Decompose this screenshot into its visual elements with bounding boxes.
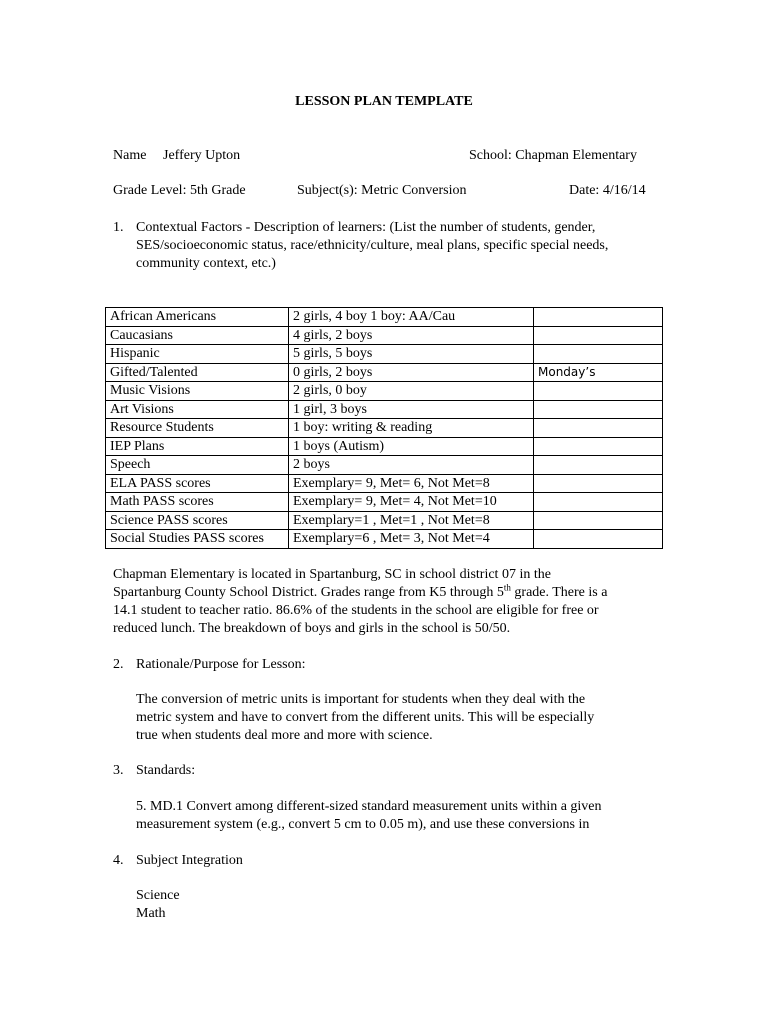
table-cell-note — [534, 437, 663, 456]
table-row — [106, 345, 663, 364]
table-cell-note — [534, 382, 663, 401]
table-cell-category: Art Visions — [106, 400, 289, 419]
table-cell-category: Caucasians — [106, 326, 289, 345]
grade-level-field: Grade Level: 5th Grade — [113, 183, 246, 198]
section-1-line: SES/socioeconomic status, race/ethnicity/culture, meal plans, specific special needs, — [136, 238, 609, 253]
table-cell-note — [534, 308, 663, 327]
rationale-paragraph — [136, 691, 676, 745]
table-cell-category: Social Studies PASS scores — [106, 530, 289, 549]
paragraph-text: Spartanburg County School District. Grades range from K5 through 5 — [113, 585, 504, 600]
section-3-number: 3. — [113, 763, 124, 778]
table-cell-count: 1 girl, 3 boys — [289, 400, 534, 419]
table-cell-count: Exemplary= 9, Met= 4, Not Met=10 — [289, 493, 534, 512]
table-cell-note — [534, 419, 663, 438]
table-cell-count: Exemplary= 9, Met= 6, Not Met=8 — [289, 474, 534, 493]
section-3-heading: Standards: — [136, 763, 196, 778]
table-cell-category: Hispanic — [106, 345, 289, 364]
paragraph-line: Chapman Elementary is located in Spartanburg, SC in school district 07 in the — [113, 567, 551, 582]
section-2-heading: Rationale/Purpose for Lesson: — [136, 657, 306, 672]
table-cell-category: African Americans — [106, 308, 289, 327]
table-row — [106, 308, 663, 327]
table-cell-count: 2 girls, 4 boy 1 boy: AA/Cau — [289, 308, 534, 327]
table-row — [106, 419, 663, 438]
subject-field: Subject(s): Metric Conversion — [297, 183, 467, 198]
table-cell-note — [534, 474, 663, 493]
paragraph-line: true when students deal more and more with science. — [136, 728, 433, 743]
document-title: LESSON PLAN TEMPLATE — [295, 94, 473, 109]
table-row — [106, 456, 663, 475]
section-1-number: 1. — [113, 220, 124, 235]
table-cell-count: 0 girls, 2 boys — [289, 363, 534, 382]
name-label: Name — [113, 148, 147, 163]
paragraph-text: grade. There is a — [510, 585, 608, 600]
table-cell-category: Science PASS scores — [106, 511, 289, 530]
table-cell-count: 5 girls, 5 boys — [289, 345, 534, 364]
section-2-number: 2. — [113, 657, 124, 672]
table-cell-category: Speech — [106, 456, 289, 475]
table-row — [106, 326, 663, 345]
table-row — [106, 400, 663, 419]
table-cell-count: 1 boy: writing & reading — [289, 419, 534, 438]
paragraph-line: 5. MD.1 Convert among different-sized standard measurement units within a given — [136, 799, 602, 814]
table-cell-count: Exemplary=6 , Met= 3, Not Met=4 — [289, 530, 534, 549]
table-cell-note — [534, 400, 663, 419]
table-row — [106, 511, 663, 530]
table-cell-count: 2 girls, 0 boy — [289, 382, 534, 401]
ordinal-suffix: th — [503, 582, 511, 593]
section-1-line: Contextual Factors - Description of learners: (List the number of students, gender, — [136, 220, 596, 235]
paragraph-line: metric system and have to convert from the different units. This will be especially — [136, 710, 595, 725]
paragraph-line: The conversion of metric units is important for students when they deal with the — [136, 692, 586, 707]
table-row — [106, 530, 663, 549]
section-1-text — [136, 219, 676, 273]
table-row — [106, 474, 663, 493]
table-row — [106, 493, 663, 512]
paragraph-line: reduced lunch. The breakdown of boys and girls in the school is 50/50. — [113, 621, 511, 636]
date-field: Date: 4/16/14 — [569, 183, 646, 198]
section-1-line: community context, etc.) — [136, 256, 276, 271]
learners-table — [105, 307, 663, 549]
table-cell-category: ELA PASS scores — [106, 474, 289, 493]
table-row — [106, 437, 663, 456]
list-item: Math — [136, 906, 166, 921]
name-value: Jeffery Upton — [163, 148, 241, 163]
paragraph-line — [113, 584, 673, 602]
table-cell-note: Monday’s — [534, 363, 663, 382]
table-cell-note — [534, 456, 663, 475]
table-cell-note — [534, 493, 663, 512]
school-context-paragraph — [113, 566, 673, 638]
school-field: School: Chapman Elementary — [469, 148, 637, 163]
table-cell-count: Exemplary=1 , Met=1 , Not Met=8 — [289, 511, 534, 530]
table-row — [106, 363, 663, 382]
integration-list — [136, 887, 676, 923]
paragraph-line: measurement system (e.g., convert 5 cm to 0.05 m), and use these conversions in — [136, 817, 590, 832]
table-cell-category: Math PASS scores — [106, 493, 289, 512]
learners-table-body — [106, 308, 663, 549]
section-4-number: 4. — [113, 853, 124, 868]
table-row — [106, 382, 663, 401]
standards-paragraph — [136, 798, 676, 834]
table-cell-category: IEP Plans — [106, 437, 289, 456]
table-cell-count: 2 boys — [289, 456, 534, 475]
table-cell-note — [534, 530, 663, 549]
table-cell-note — [534, 345, 663, 364]
table-cell-category: Gifted/Talented — [106, 363, 289, 382]
paragraph-line: 14.1 student to teacher ratio. 86.6% of the students in the school are eligible for free or — [113, 603, 599, 618]
table-cell-note — [534, 326, 663, 345]
list-item: Science — [136, 888, 180, 903]
table-cell-note — [534, 511, 663, 530]
table-cell-category: Resource Students — [106, 419, 289, 438]
table-cell-count: 4 girls, 2 boys — [289, 326, 534, 345]
table-cell-category: Music Visions — [106, 382, 289, 401]
table-cell-count: 1 boys (Autism) — [289, 437, 534, 456]
section-4-heading: Subject Integration — [136, 853, 243, 868]
